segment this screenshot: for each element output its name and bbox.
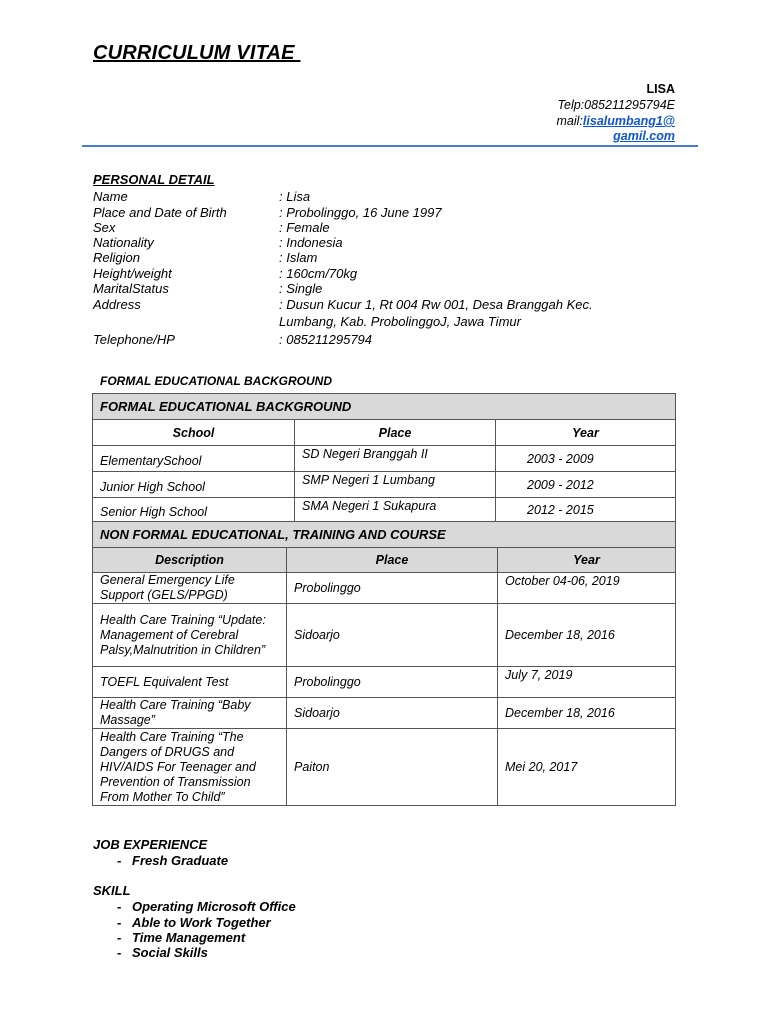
nonformal-education-table <box>92 521 676 806</box>
table-header-row <box>93 420 676 446</box>
place-cell: SD Negeri Branggah II <box>295 446 496 472</box>
header-telephone <box>558 97 676 113</box>
skill-item-text: Operating Microsoft Office <box>132 899 296 914</box>
place-cell: Sidoarjo <box>287 698 498 729</box>
email-link-part1[interactable]: lisalumbang1@ <box>582 114 675 128</box>
description-cell: General Emergency Life Support (GELS/PPGD) <box>93 573 287 604</box>
skill-item-text: Social Skills <box>132 945 208 960</box>
skill-item-text: Time Management <box>132 930 246 945</box>
personal-key: Height/weight <box>93 266 172 281</box>
year-cell: Mei 20, 2017 <box>498 729 676 806</box>
table-row <box>93 698 676 729</box>
place-cell: Sidoarjo <box>287 604 498 667</box>
header-divider <box>82 145 698 147</box>
personal-key: Nationality <box>93 235 154 250</box>
year-cell: 2003 - 2009 <box>496 446 676 472</box>
telp-label: Telp: <box>557 98 585 112</box>
school-cell: ElementarySchool <box>93 446 295 472</box>
bullet-dash: - <box>117 915 122 930</box>
personal-value: : Lisa <box>279 189 311 204</box>
bullet-dash: - <box>117 853 122 868</box>
table-row <box>93 667 676 698</box>
description-cell: Health Care Training “Update: Management of Cerebral Palsy,Malnutrition in Children” <box>93 604 287 667</box>
personal-detail-heading: PERSONAL DETAIL <box>93 172 215 187</box>
skill-item <box>117 930 245 945</box>
year-cell: 2012 - 2015 <box>496 498 676 523</box>
personal-key: Name <box>93 189 128 204</box>
year-cell: July 7, 2019 <box>498 667 676 698</box>
personal-key: Religion <box>93 250 140 265</box>
personal-value: : Indonesia <box>279 235 343 250</box>
personal-value: : Single <box>279 281 323 296</box>
personal-key: Place and Date of Birth <box>93 205 227 220</box>
nonformal-table-title: NON FORMAL EDUCATIONAL, TRAINING AND COURSE <box>93 522 676 548</box>
table-row <box>93 729 676 806</box>
header-name: LISA <box>646 82 675 96</box>
personal-value: : Islam <box>279 250 318 265</box>
email-link-part2[interactable]: gamil.com <box>613 129 675 143</box>
table-section-header <box>93 522 676 548</box>
column-header-school: School <box>93 420 295 446</box>
year-cell: December 18, 2016 <box>498 698 676 729</box>
place-cell: SMA Negeri 1 Sukapura <box>295 498 496 523</box>
personal-value: : 085211295794 <box>279 332 373 347</box>
school-cell: Senior High School <box>93 498 295 523</box>
column-header-year: Year <box>498 548 676 573</box>
skill-item <box>117 915 271 930</box>
column-header-place: Place <box>287 548 498 573</box>
column-header-place: Place <box>295 420 496 446</box>
bullet-dash: - <box>117 899 122 914</box>
column-header-description: Description <box>93 548 287 573</box>
place-cell: Probolinggo <box>287 573 498 604</box>
personal-value: : Probolinggo, 16 June 1997 <box>279 205 442 220</box>
description-cell: Health Care Training “The Dangers of DRUGS and HIV/AIDS For Teenager and Prevention of Transmission From Mother To Child” <box>93 729 287 806</box>
table-row <box>93 446 676 472</box>
mail-label: mail: <box>556 114 583 128</box>
skill-item <box>117 899 296 914</box>
description-cell: Health Care Training “Baby Massage” <box>93 698 287 729</box>
table-header-row <box>93 548 676 573</box>
personal-key: Address <box>93 297 141 312</box>
personal-value: : Female <box>279 220 330 235</box>
document-title: CURRICULUM VITAE <box>93 42 301 64</box>
formal-education-table <box>92 393 676 523</box>
table-section-header <box>93 394 676 420</box>
bullet-dash: - <box>117 930 122 945</box>
personal-key: Telephone/HP <box>93 332 175 347</box>
skill-item-text: Able to Work Together <box>132 915 271 930</box>
personal-value-line2: Lumbang, Kab. ProbolinggoJ, Jawa Timur <box>279 314 521 329</box>
year-cell: October 04-06, 2019 <box>498 573 676 604</box>
personal-value: : Dusun Kucur 1, Rt 004 Rw 001, Desa Branggah Kec. <box>279 297 593 312</box>
description-cell: TOEFL Equivalent Test <box>93 667 287 698</box>
personal-key: Sex <box>93 220 116 235</box>
formal-education-caption: FORMAL EDUCATIONAL BACKGROUND <box>100 374 332 388</box>
formal-table-title: FORMAL EDUCATIONAL BACKGROUND <box>93 394 676 420</box>
school-cell: Junior High School <box>93 472 295 498</box>
job-experience-heading: JOB EXPERIENCE <box>93 837 208 852</box>
table-row <box>93 604 676 667</box>
bullet-dash: - <box>117 945 122 960</box>
table-row <box>93 472 676 498</box>
skill-heading: SKILL <box>93 883 131 898</box>
skill-item <box>117 945 208 960</box>
place-cell: Paiton <box>287 729 498 806</box>
place-cell: SMP Negeri 1 Lumbang <box>295 472 496 498</box>
personal-key: MaritalStatus <box>93 281 169 296</box>
year-cell: December 18, 2016 <box>498 604 676 667</box>
job-experience-item <box>117 853 228 868</box>
table-row <box>93 573 676 604</box>
place-cell: Probolinggo <box>287 667 498 698</box>
job-item-text: Fresh Graduate <box>132 853 229 868</box>
header-mail <box>557 113 675 129</box>
header-mail-line2 <box>613 128 675 144</box>
table-row <box>93 498 676 523</box>
year-cell: 2009 - 2012 <box>496 472 676 498</box>
column-header-year: Year <box>496 420 676 446</box>
telp-value: 085211295794E <box>584 98 675 112</box>
personal-value: : 160cm/70kg <box>279 266 358 281</box>
